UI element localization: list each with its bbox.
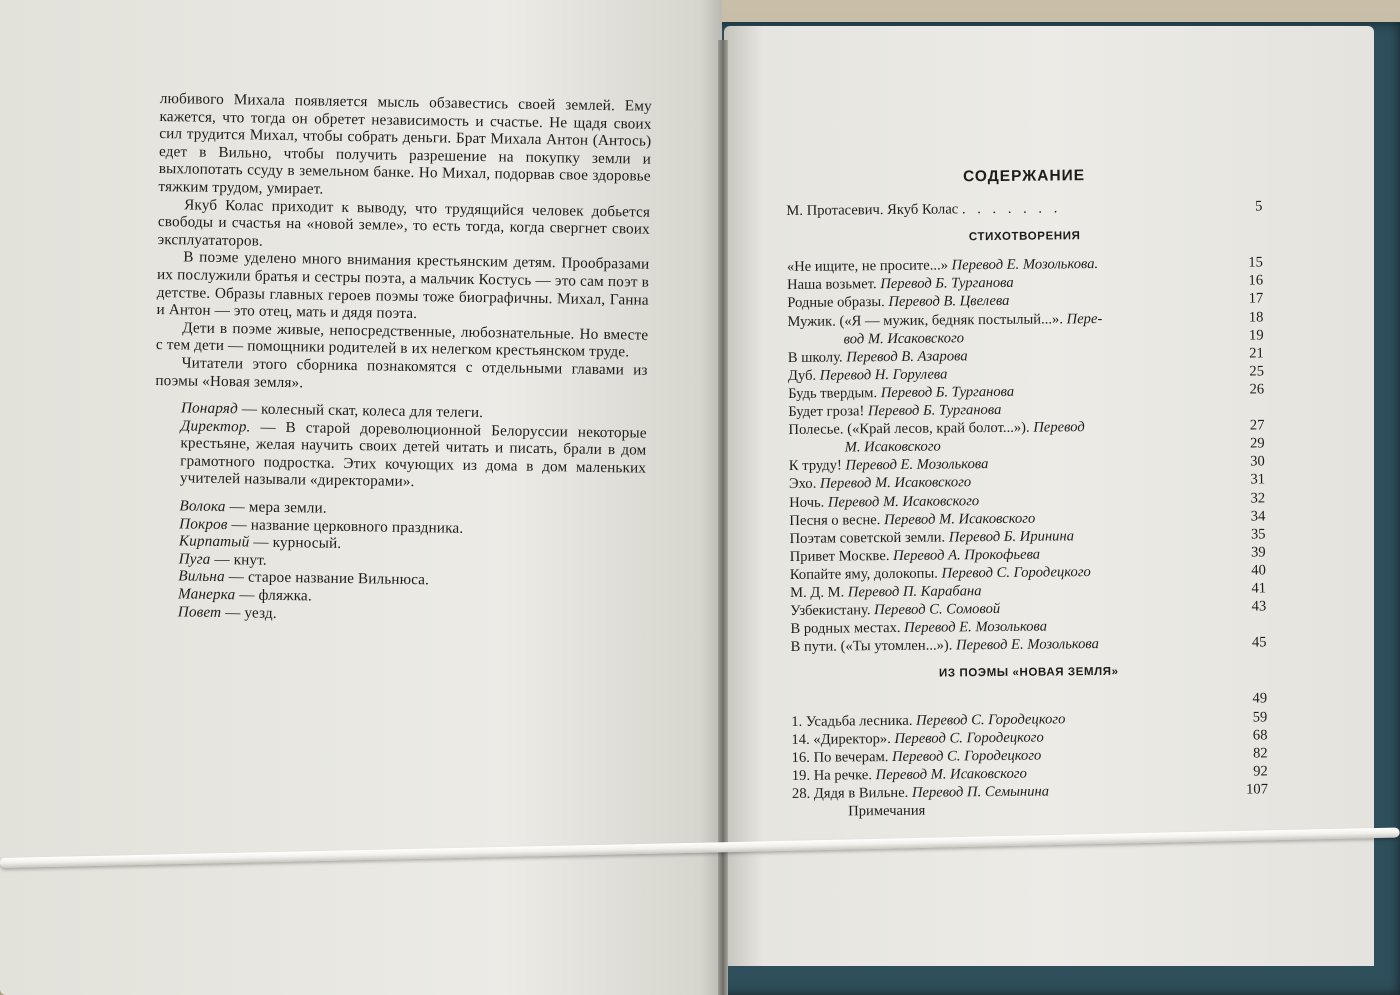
toc-section-heading: СТИХОТВОРЕНИЯ: [968, 230, 1081, 244]
glossary-term: Понаряд: [180, 399, 239, 418]
table-of-contents: [786, 165, 1268, 821]
toc-chapters-list: [791, 690, 1268, 821]
toc-page-number: 16: [1248, 272, 1264, 289]
toc-entry-title: 19. На речке.: [791, 766, 876, 784]
toc-entry-translator: Перевод П. Карабана: [847, 583, 982, 601]
toc-page-number: 39: [1251, 544, 1266, 561]
toc-page-number: 34: [1250, 508, 1266, 525]
toc-entry: [786, 198, 1262, 221]
toc-entry-translator: М. Исаковского: [844, 438, 941, 456]
glossary-definition: — кнут.: [210, 550, 267, 569]
toc-entry-title: К труду!: [788, 457, 846, 475]
toc-page-number: 92: [1253, 763, 1268, 780]
toc-poems-list: [787, 254, 1267, 657]
toc-entry-translator: вод М. Исаковского: [843, 329, 965, 348]
toc-entry-translator: Перевод М. Исаковского: [875, 765, 1027, 783]
glossary-definition: — название церковного праздника.: [227, 515, 464, 537]
toc-entry-title: М. Протасевич. Якуб Колас: [786, 201, 959, 220]
toc-entry-title: «Не ищите, не просите...»: [786, 257, 952, 276]
toc-entry-title: В пути. («Ты утомлен...»).: [790, 637, 957, 656]
toc-entry-translator: Перевод П. Семынина: [911, 783, 1050, 801]
toc-entry-title: Мужик. («Я — мужик, бедняк постылый...».: [787, 310, 1067, 330]
toc-entry-translator: Перевод А. Прокофьева: [893, 546, 1041, 564]
toc-page-number: 107: [1246, 781, 1269, 798]
glossary-definition: — колесный скат, колеса для телеги.: [237, 400, 484, 422]
toc-page-number: 41: [1251, 580, 1267, 597]
toc-entry-title: М. Д. М.: [789, 584, 848, 601]
toc-entry-translator: Перевод М. Исаковского: [819, 474, 972, 493]
toc-entry-translator: Перевод М. Исаковского: [827, 492, 980, 511]
toc-entry-translator: Перевод С. Городецкого: [891, 747, 1042, 765]
toc-entry-title: Поэтам советской земли.: [789, 529, 949, 547]
toc-page-number: 59: [1252, 708, 1268, 726]
glossary-definition: — мера земли.: [225, 498, 327, 517]
toc-entry-title: Песня о весне.: [789, 511, 885, 529]
toc-entry-translator: Перевод Н. Горулева: [819, 366, 948, 384]
toc-leader-dots: . . . . . . .: [961, 200, 1062, 218]
toc-entry-title: 28. Дядя в Вильне.: [791, 784, 913, 802]
glossary-term: Директор.: [180, 417, 251, 436]
paragraph: Якуб Колас приходит к выводу, что трудящийся человек добьется свободы и счастья на «новой земле», то есть тогда, когда свергнет своих эксплуататоров.: [157, 195, 651, 250]
toc-page-number: 40: [1251, 562, 1266, 579]
toc-entry-title: Привет Москве.: [789, 547, 894, 565]
toc-entry-translator: Перевод В. Азарова: [846, 348, 968, 366]
toc-page-number: 25: [1249, 363, 1265, 380]
toc-entry-title: В родных местах.: [790, 620, 905, 638]
toc-page-number: 45: [1251, 634, 1267, 651]
glossary-term: Пуга: [178, 550, 211, 568]
toc-page-number: 21: [1249, 345, 1264, 362]
glossary-definition: — В старой дореволюционной Белоруссии некоторые крестьяне, желая научить своих детей читать и писать, брали в дом грамотного подростка. Этих кочующих из дома в дом маленьких учителей называли «директорами».: [179, 418, 647, 491]
toc-page-number: 49: [1252, 690, 1268, 707]
toc-title: СОДЕРЖАНИЕ: [962, 167, 1086, 186]
toc-page-number: 68: [1252, 727, 1268, 744]
toc-entry-translator: Перевод Б. Турганова: [867, 401, 1002, 420]
toc-entry-title: Будет гроза!: [788, 403, 869, 421]
glossary-short: [152, 497, 646, 628]
toc-entry-title: Ночь.: [789, 494, 829, 511]
toc-entry-translator: Перевод Б. Турганова: [880, 275, 1014, 293]
toc-page-number: 15: [1248, 254, 1263, 271]
toc-page-number: 35: [1250, 526, 1266, 543]
glossary-term: Волока: [179, 497, 226, 516]
toc-entry-title: Копайте яму, долокопы.: [789, 565, 942, 583]
toc-page-number: 43: [1251, 598, 1267, 615]
toc-entry-title: 16. По вечерам.: [791, 748, 893, 766]
glossary-definition: — старое название Вильнюса.: [224, 568, 430, 589]
toc-entry-translator: Перевод В. Цвелева: [888, 293, 1010, 311]
glossary-definition: — уезд.: [221, 603, 277, 622]
toc-entry-translator: Перевод М. Исаковского: [883, 510, 1036, 528]
paragraph: В поэме уделено много внимания крестьянским детям. Прообразами их послужили братья и сестры поэта, а мальчик Костусь — это сам поэт в детстве. Образы главных героев поэмы тоже биографичны. Михал, Ганна и Антон — это отец, мать и дядя поэта.: [156, 248, 650, 323]
toc-entry-title: В школу.: [787, 349, 847, 366]
toc-entry-title: Наша возьмет.: [787, 276, 881, 294]
toc-entry-translator: Перевод Е. Мозолькова.: [951, 256, 1099, 274]
toc-page-number: 17: [1248, 290, 1264, 308]
toc-page-number: 26: [1249, 381, 1265, 398]
glossary-term: Покров: [179, 515, 228, 533]
toc-entry-translator: Перевод Б. Иринина: [948, 527, 1075, 546]
toc-section-heading: ИЗ ПОЭМЫ «НОВАЯ ЗЕМЛЯ»: [938, 666, 1119, 680]
glossary-term: Повет: [177, 602, 222, 621]
toc-entry-title: Примечания: [848, 802, 926, 820]
toc-entry-title: Узбекистану.: [790, 602, 875, 620]
toc-page-number: 32: [1250, 489, 1266, 507]
toc-entry-title: Эхо.: [788, 476, 821, 493]
toc-entry-translator: Перевод Е. Мозолькова: [845, 456, 989, 474]
toc-page-number: 5: [1254, 198, 1263, 215]
glossary-term: Манерка: [177, 585, 236, 604]
toc-entry-translator: Перевод С. Городецкого: [894, 729, 1044, 747]
glossary-term: Кирпатый: [178, 532, 250, 551]
toc-entry-title: Будь твердым.: [788, 385, 881, 402]
toc-entry-title: 1. Усадьба лесника.: [791, 712, 917, 730]
toc-page-number: 31: [1250, 471, 1266, 488]
toc-entry-translator: Пере-: [1066, 310, 1103, 327]
paragraph: любивого Михала появляется мысль обзавестись своей землей. Ему кажется, что тогда он обретет независимость и счастье. Не щадя своих сил трудится Михал, чтобы собрать деньги. Брат Михала Антон (Антось) едет в Вильно, чтобы получить разрешение на покупку земли и выхлопотать ссуду в земельном банке. Но Михал, подорвав свое здоровье тяжким трудом, умирает.: [158, 90, 652, 198]
paragraph: Дети в поэме живые, непосредственные, любознательные. Но вместе с тем дети — помощники родителей в их нелегком крестьянском труде.: [155, 319, 649, 361]
toc-entry-title: 14. «Директор».: [791, 730, 895, 748]
toc-page-number: 18: [1248, 308, 1264, 326]
toc-entry-translator: Перевод Б. Турганова: [880, 383, 1015, 402]
toc-entry-translator: Перевод С. Городецкого: [916, 710, 1066, 729]
toc-entry-translator: Перевод Е. Мозолькова: [904, 618, 1048, 637]
paragraph: Читатели этого сборника познакомятся с отдельными главами из поэмы «Новая земля».: [155, 354, 648, 391]
toc-entry-translator: Перевод С. Городецкого: [941, 563, 1091, 582]
toc-entry: [790, 634, 1266, 657]
toc-entry-title: Полесье. («Край лесов, край болот...»).: [788, 419, 1034, 439]
toc-page-number: 27: [1249, 417, 1265, 434]
toc-entry-title: Родные образы.: [787, 294, 889, 312]
toc-entry-translator: Перевод С. Сомовой: [874, 601, 1001, 619]
toc-page-number: 30: [1250, 453, 1265, 470]
toc-page-number: 82: [1252, 745, 1268, 762]
toc-entry-translator: Перевод Е. Мозолькова: [955, 636, 1100, 654]
toc-entry-title: Дуб.: [787, 367, 820, 384]
left-page-text: [152, 90, 652, 628]
toc-page-number: 29: [1249, 435, 1265, 452]
glossary-long: [154, 399, 647, 495]
toc-entry-translator: Перевод: [1033, 419, 1085, 436]
glossary-definition: — фляжка.: [235, 586, 312, 605]
toc-page-number: 19: [1248, 327, 1264, 344]
glossary-term: Вильна: [178, 567, 225, 586]
glossary-entry: [154, 417, 647, 495]
glossary-definition: — курносый.: [249, 533, 342, 553]
